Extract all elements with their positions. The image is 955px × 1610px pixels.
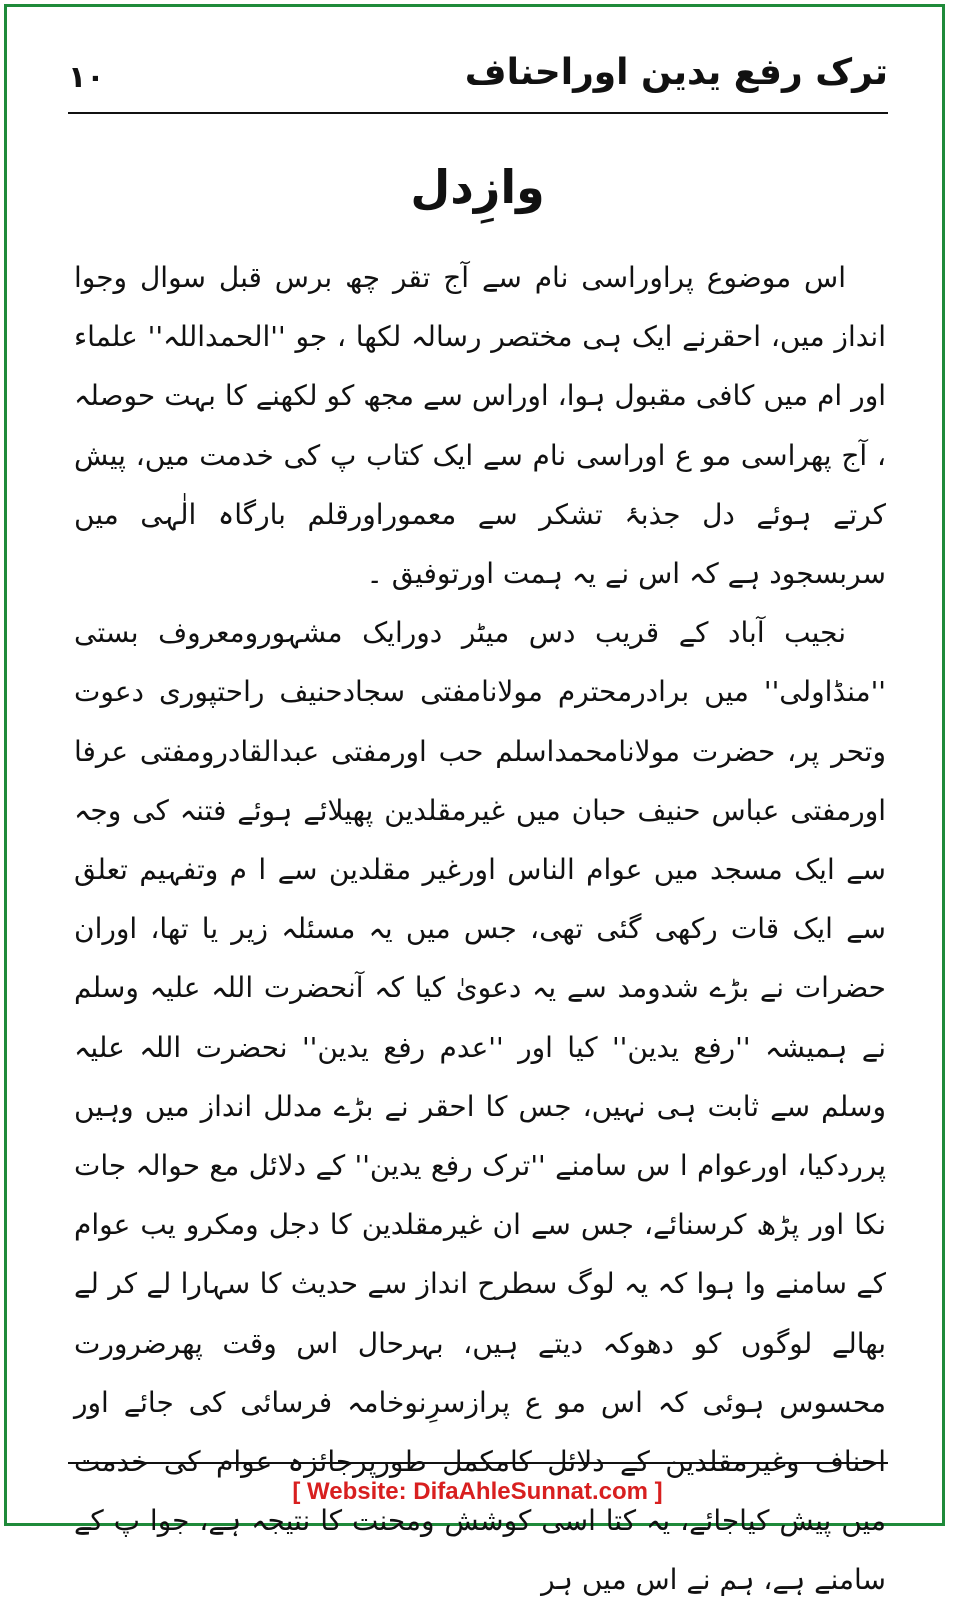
- body-text: [74, 248, 886, 1610]
- footer-divider: [68, 1462, 888, 1464]
- book-title: ترک رفع یدین اوراحناف: [464, 52, 888, 93]
- header-divider: [68, 112, 888, 114]
- page-number: ١٠: [68, 60, 105, 95]
- paragraph-2: نجیب آباد کے قریب دس میٹر دورایک مشہورومعروف بستی ''منڈاولی'' میں برادرمحترم مولانامفتی سجادحنیف راحتپوری دعوت وتحر پر، حضرت مولانامحمداسلم حب اورمفتی عبدالقادرومفتی عرفا اورمفتی عباس حنیف حبان میں غیرمقلدین پھیلائے ہوئے فتنہ کی وجہ سے ایک مسجد میں عوام الناس اورغیر مقلدین سے ا م وتفہیم تعلق سے ایک قات رکھی گئی تھی، جس میں یہ مسئلہ زیر یا تھا، اوران حضرات نے بڑے شدومد سے یہ دعویٰ کیا کہ آنحضرت اللہ علیہ وسلم نے ہمیشہ ''رفع یدین'' کیا اور ''عدم رفع یدین'' نحضرت اللہ علیہ وسلم سے ثابت ہی نہیں، جس کا احقر نے بڑے مدلل انداز میں وہیں پرردکیا، اورعوام ا س سامنے ''ترک رفع یدین'' کے دلائل مع حوالہ جات نکا اور پڑھ کرسنائے، جس سے ان غیرمقلدین کا دجل ومکرو یب عوام کے سامنے وا ہوا کہ یہ لوگ سطرح انداز سے حدیث کا سہارا لے کر لے بھالے لوگوں کو دھوکہ دیتے ہیں، بہرحال اس وقت پھرضرورت محسوس ہوئی کہ اس مو ع پرازسرِنوخامہ فرسائی کی جائے اور احناف وغیرمقلدین کے دلائل کامکمل طورپرجائزہ عوام کی خدمت میں پیش کیاجائے، یہ کتا اسی کوشش ومحنت کا نتیجہ ہے، جوا پ کے سامنے ہے، ہم نے اس میں ہر: [74, 616, 886, 1597]
- paragraph-1: اس موضوع پراوراسی نام سے آج تقر چھ برس قبل سوال وجوا انداز میں، احقرنے ایک ہی مختصر رسالہ لکھا ، جو ''الحمداللہ'' علماء اور ام میں کافی مقبول ہوا، اوراس سے مجھ کو لکھنے کا بہت حوصلہ ، آج پھراسی مو ع اوراسی نام سے ایک کتاب پ کی خدمت میں، پیش کرتے ہوئے دل جذبۂ تشکر سے معموراورقلم بارگاہ الٰہی میں سربسجود ہے کہ اس نے یہ ہمت اورتوفیق ۔: [74, 261, 886, 591]
- page-header: [68, 52, 888, 108]
- section-heading: وازِدل: [410, 160, 545, 214]
- website-footer: [ Website: DifaAhleSunnat.com ]: [292, 1478, 663, 1505]
